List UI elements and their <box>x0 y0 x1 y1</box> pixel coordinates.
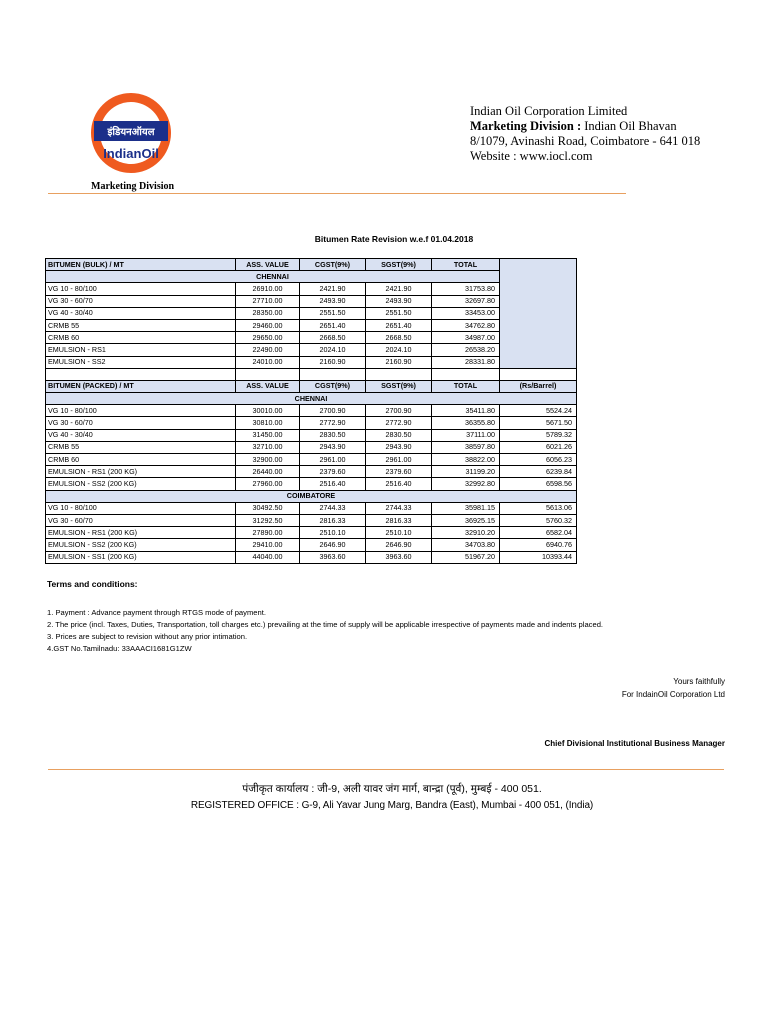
indianoil-logo <box>90 92 172 174</box>
table-cell: 33453.00 <box>432 307 500 319</box>
table-cell: 51967.20 <box>432 551 500 563</box>
table-cell: 2516.40 <box>366 478 432 490</box>
table-cell: 32697.80 <box>432 295 500 307</box>
marketing-division-bold: Marketing Division : <box>470 119 582 133</box>
table-cell: 2510.10 <box>366 527 432 539</box>
table-cell: 26910.00 <box>236 283 300 295</box>
table-cell: TOTAL <box>432 380 500 392</box>
table-cell: 2668.50 <box>300 332 366 344</box>
table-cell: 27890.00 <box>236 527 300 539</box>
packed-data-row <box>46 478 577 490</box>
table-cell: 35411.80 <box>432 405 500 417</box>
table-cell: 2493.90 <box>366 295 432 307</box>
company-street-address: 8/1079, Avinashi Road, Coimbatore - 641 018 <box>470 134 701 148</box>
term-item: 1. Payment : Advance payment through RTGS mode of payment. <box>47 608 266 617</box>
packed-section-row <box>46 490 577 502</box>
table-cell: BITUMEN (BULK) / MT <box>46 259 236 271</box>
table-cell: 32910.20 <box>432 527 500 539</box>
table-cell: 2816.33 <box>366 514 432 526</box>
bulk-data-row <box>46 319 577 331</box>
marketing-division-line <box>470 119 700 134</box>
table-cell: 5524.24 <box>500 405 577 417</box>
table-cell: 2379.60 <box>366 466 432 478</box>
bulk-data-row <box>46 307 577 319</box>
table-cell: 6940.76 <box>500 539 577 551</box>
table-cell: SGST(9%) <box>366 380 432 392</box>
packed-data-row <box>46 514 577 526</box>
table-cell: CHENNAI <box>46 393 577 405</box>
bulk-data-row <box>46 344 577 356</box>
table-cell: 2943.90 <box>366 441 432 453</box>
table-cell: 2961.00 <box>300 454 366 466</box>
table-cell <box>500 368 577 380</box>
table-cell: 2816.33 <box>300 514 366 526</box>
table-cell: VG 30 - 60/70 <box>46 417 236 429</box>
packed-data-row <box>46 417 577 429</box>
table-cell: EMULSION - RS1 <box>46 344 236 356</box>
table-cell: 31753.80 <box>432 283 500 295</box>
table-cell: 36925.15 <box>432 514 500 526</box>
table-cell: VG 30 - 60/70 <box>46 295 236 307</box>
table-cell: 5760.32 <box>500 514 577 526</box>
bulk-data-row <box>46 332 577 344</box>
table-cell: 2943.90 <box>300 441 366 453</box>
marketing-division-address: Indian Oil Bhavan <box>581 119 677 133</box>
table-cell: 2421.90 <box>300 283 366 295</box>
table-cell: 26440.00 <box>236 466 300 478</box>
table-cell: 10393.44 <box>500 551 577 563</box>
table-cell: 6239.84 <box>500 466 577 478</box>
table-cell: 26538.20 <box>432 344 500 356</box>
table-cell: 2646.90 <box>300 539 366 551</box>
table-cell: EMULSION - SS1 (200 KG) <box>46 551 236 563</box>
table-cell: 36355.80 <box>432 417 500 429</box>
table-cell: 29650.00 <box>236 332 300 344</box>
table-cell: 2551.50 <box>366 307 432 319</box>
table-cell: 37111.00 <box>432 429 500 441</box>
table-cell <box>366 368 432 380</box>
table-cell: 22490.00 <box>236 344 300 356</box>
table-cell: 44040.00 <box>236 551 300 563</box>
closing-company: For IndainOil Corporation Ltd <box>621 690 725 699</box>
registered-office-hindi: पंजीकृत कार्यालय : जी-9, अली यावर जंग मार्ग, बान्द्रा (पूर्व), मुम्बई - 400 051. <box>242 783 542 795</box>
table-cell: 5671.50 <box>500 417 577 429</box>
table-cell: 2700.90 <box>300 405 366 417</box>
table-cell: 2379.60 <box>300 466 366 478</box>
table-cell: CRMB 60 <box>46 332 236 344</box>
table-cell: 31450.00 <box>236 429 300 441</box>
packed-data-row <box>46 551 577 563</box>
spacer-row <box>46 368 577 380</box>
packed-section-row <box>46 393 577 405</box>
packed-header-row <box>46 380 577 392</box>
table-cell: 2830.50 <box>366 429 432 441</box>
table-cell: (Rs/Barrel) <box>500 380 577 392</box>
table-cell: 2510.10 <box>300 527 366 539</box>
table-cell: EMULSION - RS1 (200 KG) <box>46 527 236 539</box>
table-cell: 30010.00 <box>236 405 300 417</box>
table-cell: 3963.60 <box>366 551 432 563</box>
table-cell: 32992.80 <box>432 478 500 490</box>
table-cell: 5613.06 <box>500 502 577 514</box>
table-cell: CRMB 60 <box>46 454 236 466</box>
table-cell <box>236 368 300 380</box>
table-cell: 2772.90 <box>300 417 366 429</box>
table-cell: 34987.00 <box>432 332 500 344</box>
term-item: 3. Prices are subject to revision without any prior intimation. <box>47 632 248 641</box>
table-cell: 31292.50 <box>236 514 300 526</box>
company-name: Indian Oil Corporation Limited <box>470 104 628 118</box>
table-cell: 2551.50 <box>300 307 366 319</box>
table-cell: CGST(9%) <box>300 259 366 271</box>
table-cell: 2651.40 <box>366 319 432 331</box>
table-cell: 38822.00 <box>432 454 500 466</box>
table-cell: ASS. VALUE <box>236 259 300 271</box>
table-cell: 32900.00 <box>236 454 300 466</box>
packed-data-row <box>46 527 577 539</box>
table-cell: 6582.04 <box>500 527 577 539</box>
table-cell: TOTAL <box>432 259 500 271</box>
table-cell: 28350.00 <box>236 307 300 319</box>
bulk-data-row <box>46 283 577 295</box>
terms-list <box>47 607 603 655</box>
table-cell: 2668.50 <box>366 332 432 344</box>
table-cell: 2700.90 <box>366 405 432 417</box>
packed-data-row <box>46 405 577 417</box>
document-title: Bitumen Rate Revision w.e.f 01.04.2018 <box>314 234 474 244</box>
table-cell: 2024.10 <box>366 344 432 356</box>
table-cell: VG 10 - 80/100 <box>46 405 236 417</box>
bitumen-rate-table <box>45 258 577 564</box>
company-address-block <box>470 104 700 164</box>
packed-data-row <box>46 441 577 453</box>
table-cell: 34703.80 <box>432 539 500 551</box>
table-cell: VG 10 - 80/100 <box>46 502 236 514</box>
table-cell: CHENNAI <box>46 271 500 283</box>
table-cell: VG 30 - 60/70 <box>46 514 236 526</box>
term-item: 2. The price (incl. Taxes, Duties, Transportation, toll charges etc.) prevailing at the time of supply will be applicable irrespective of payments made and indents placed. <box>47 620 604 629</box>
signatory-title: Chief Divisional Institutional Business Manager <box>544 739 725 748</box>
table-cell: 2421.90 <box>366 283 432 295</box>
table-cell: BITUMEN (PACKED) / MT <box>46 380 236 392</box>
bulk-data-row <box>46 356 577 368</box>
table-cell: 2772.90 <box>366 417 432 429</box>
table-cell: 38597.80 <box>432 441 500 453</box>
table-cell: 2744.33 <box>300 502 366 514</box>
table-cell: 2160.90 <box>366 356 432 368</box>
bulk-section-row <box>46 271 577 283</box>
table-cell: 27960.00 <box>236 478 300 490</box>
table-cell: 28331.80 <box>432 356 500 368</box>
table-cell: 5789.32 <box>500 429 577 441</box>
table-cell: 2744.33 <box>366 502 432 514</box>
table-cell: 2516.40 <box>300 478 366 490</box>
footer-divider <box>48 769 724 770</box>
bulk-header-row <box>46 259 577 271</box>
table-cell: 2493.90 <box>300 295 366 307</box>
table-cell: 27710.00 <box>236 295 300 307</box>
table-cell: 6056.23 <box>500 454 577 466</box>
packed-data-row <box>46 539 577 551</box>
table-cell: ASS. VALUE <box>236 380 300 392</box>
packed-data-row <box>46 502 577 514</box>
table-cell: COIMBATORE <box>46 490 577 502</box>
packed-data-row <box>46 466 577 478</box>
table-cell: 2651.40 <box>300 319 366 331</box>
table-cell: 2646.90 <box>366 539 432 551</box>
table-cell: VG 40 - 30/40 <box>46 429 236 441</box>
table-cell: VG 10 - 80/100 <box>46 283 236 295</box>
packed-data-row <box>46 429 577 441</box>
table-cell <box>300 368 366 380</box>
table-cell: 2024.10 <box>300 344 366 356</box>
table-cell: 31199.20 <box>432 466 500 478</box>
term-item: 4.GST No.Tamilnadu: 33AAACI1681G1ZW <box>47 644 192 653</box>
table-cell: EMULSION - SS2 (200 KG) <box>46 539 236 551</box>
table-cell: 6021.26 <box>500 441 577 453</box>
table-cell: EMULSION - SS2 <box>46 356 236 368</box>
packed-data-row <box>46 454 577 466</box>
table-cell: 35981.15 <box>432 502 500 514</box>
table-cell: VG 40 - 30/40 <box>46 307 236 319</box>
terms-heading: Terms and conditions: <box>47 579 138 589</box>
table-cell: SGST(9%) <box>366 259 432 271</box>
header-divider <box>48 193 626 194</box>
company-website: Website : www.iocl.com <box>470 149 593 163</box>
table-cell: 30492.50 <box>236 502 300 514</box>
table-cell <box>432 368 500 380</box>
table-cell: EMULSION - SS2 (200 KG) <box>46 478 236 490</box>
bulk-data-row <box>46 295 577 307</box>
table-cell <box>46 368 236 380</box>
table-cell: 30810.00 <box>236 417 300 429</box>
table-cell <box>500 259 577 369</box>
table-cell: 32710.00 <box>236 441 300 453</box>
table-cell: 24010.00 <box>236 356 300 368</box>
table-cell: CRMB 55 <box>46 441 236 453</box>
closing-salutation: Yours faithfully <box>673 677 725 686</box>
table-cell: 3963.60 <box>300 551 366 563</box>
marketing-division-label: Marketing Division <box>91 181 175 192</box>
table-cell: 2830.50 <box>300 429 366 441</box>
table-cell: 2160.90 <box>300 356 366 368</box>
logo-hindi-text: इंडियनऑयल <box>107 127 155 138</box>
table-cell: EMULSION - RS1 (200 KG) <box>46 466 236 478</box>
registered-office-english: REGISTERED OFFICE : G-9, Ali Yavar Jung Marg, Bandra (East), Mumbai - 400 051, (India) <box>190 800 594 811</box>
table-cell: CGST(9%) <box>300 380 366 392</box>
table-cell: 6598.56 <box>500 478 577 490</box>
logo-english-text: IndianOil <box>103 146 159 161</box>
table-cell: 29410.00 <box>236 539 300 551</box>
table-cell: 2961.00 <box>366 454 432 466</box>
table-cell: 34762.80 <box>432 319 500 331</box>
table-cell: 29460.00 <box>236 319 300 331</box>
table-cell: CRMB 55 <box>46 319 236 331</box>
